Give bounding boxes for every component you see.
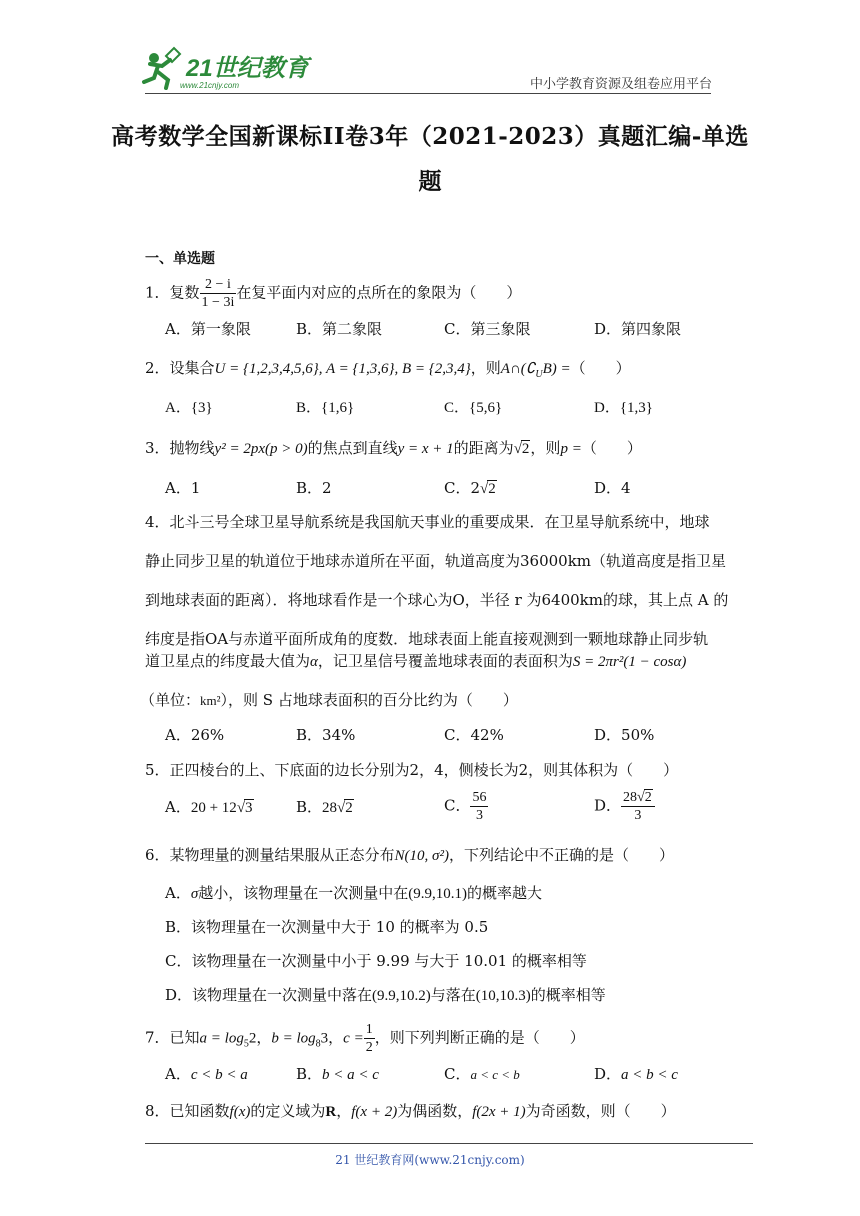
q6-dist: N(10, σ²) [394, 848, 449, 864]
q3-mid3: ，则 [530, 439, 561, 457]
q1-prefix: 1．复数 [145, 283, 200, 302]
q3-option-c: C．2√2 [444, 479, 496, 497]
q6-a-mid: 越小，该物理量在一次测量中在 [198, 884, 409, 902]
q3-post: （ ） [581, 439, 642, 457]
question-8 [145, 1101, 676, 1122]
q5-c-frac [470, 789, 488, 824]
q8-f1: f(x) [229, 1104, 251, 1120]
q4-line4: 纬度是指OA与赤道平面所成角的度数．地球表面上能直接观测到一颗地球静止同步轨 [145, 630, 709, 648]
q1-option-d: D．第四象限 [594, 320, 682, 338]
q4-alpha: α [310, 654, 318, 670]
q7-a-base: 5 [243, 1038, 249, 1050]
q3-option-c-sqrt: 2 [488, 481, 496, 497]
q4-line3: 到地球表面的距离）．将地球看作是一个球心为O，半径 r 为6400km的球，其上点 A 的 [145, 591, 729, 609]
q5-c-num: 56 [472, 790, 487, 805]
question-5: 5．正四棱台的上、下底面的边长分别为2，4，侧棱长为2，则其体积为（ ） [145, 761, 679, 779]
runner-logo-icon [140, 46, 315, 92]
q6-option-c: C．该物理量在一次测量中小于 9.99 与大于 10.01 的概率相等 [165, 952, 587, 970]
q4-l6-pre: （单位： [140, 691, 201, 709]
q3-prefix: 3．抛物线 [145, 439, 215, 457]
q4-unit: km² [200, 693, 221, 708]
q2-post: （ ） [570, 359, 631, 377]
q7-b-expr: b < a < c [322, 1067, 379, 1083]
q6-a-interval: (9.9,10.1) [408, 886, 468, 902]
q6-a-post: 的概率越大 [467, 884, 543, 902]
q2-expr: A∩(∁ [500, 361, 536, 377]
q1-option-c: C．第三象限 [444, 320, 531, 338]
q3-sqrt: 2 [521, 441, 530, 457]
question-3: 3．抛物线y² = 2px(p > 0)的焦点到直线y = x + 1的距离为√2，则p =（ ） [145, 439, 642, 457]
q6-d-pre: D．该物理量在一次测量中落在 [165, 986, 373, 1004]
q5-d-num-sqrt: 2 [644, 790, 652, 805]
q7-option-a [165, 1064, 248, 1085]
q7-c-num: 1 [365, 1022, 373, 1037]
q6-d-interval2: (10,10.3) [475, 988, 531, 1004]
q4-line2: 静止同步卫星的轨道位于地球赤道所在平面，轨道高度为36000km（轨道高度是指卫星 [145, 552, 727, 570]
question-1 [145, 276, 521, 311]
q8-f3: f(2x + 1) [472, 1104, 526, 1120]
q4-option-c: C．42% [444, 726, 504, 744]
q7-post: ，则下列判断正确的是（ ） [374, 1028, 585, 1047]
platform-name: 中小学教育资源及组卷应用平台 [530, 77, 713, 92]
page-title-line1: 高考数学全国新课标II卷3年（2021-2023）真题汇编-单选 [111, 123, 749, 150]
q7-c-label: C． [444, 1065, 471, 1083]
q5-a-label: A． [165, 798, 191, 816]
q5-b-label: B． [296, 798, 323, 816]
q5-c-label: C． [444, 796, 471, 815]
q3-option-c-label: C．2 [444, 479, 481, 497]
q2-mid: ，则 [470, 359, 501, 377]
q5-c-den: 3 [475, 808, 483, 823]
q5-option-b: B．28√2 [296, 798, 353, 816]
q2-sub: U [535, 369, 543, 380]
footer-divider [145, 1143, 753, 1144]
question-6 [145, 845, 674, 866]
footer-link[interactable]: 21 世纪教育网(www.21cnjy.com) [335, 1153, 525, 1167]
q6-a-label: A． [165, 884, 191, 902]
q8-mid2: 为偶函数， [397, 1102, 473, 1120]
q4-line6 [140, 690, 518, 711]
q6-option-a [165, 883, 542, 904]
q1-fraction [200, 276, 237, 311]
q1-option-a: A．第一象限 [165, 320, 251, 338]
question-7 [145, 1021, 585, 1056]
header-divider [145, 93, 711, 94]
q7-option-d [594, 1064, 678, 1085]
q2-option-a: A．{3} [165, 400, 213, 416]
q6-d-post: 的概率相等 [530, 986, 606, 1004]
q7-b-eq: b = log [271, 1030, 316, 1047]
q4-formula: S = 2πr²(1 − cosα) [572, 654, 687, 670]
q8-f2: f(x + 2) [351, 1104, 398, 1120]
q5-option-a: A．20 + 12√3 [165, 798, 253, 816]
q5-option-d [594, 789, 655, 824]
q4-option-b: B．34% [296, 726, 356, 744]
q7-c-frac [364, 1021, 375, 1056]
q3-line: y = x + 1 [397, 441, 454, 457]
question-2 [145, 358, 631, 385]
q3-p: p = [560, 441, 582, 457]
q6-option-b: B．该物理量在一次测量中大于 10 的概率为 0.5 [165, 918, 489, 936]
page-title-line2: 题 [418, 168, 442, 195]
q5-b-sqrt: 2 [345, 800, 353, 816]
q7-c-eq: c = [343, 1030, 364, 1047]
q2-sets: U = {1,2,3,4,5,6}, A = {1,3,6}, B = {2,3,4} [214, 361, 471, 377]
logo-text: 21世纪教育 [186, 55, 309, 82]
q4-l5-pre: 道卫星点的纬度最大值为 [145, 652, 311, 670]
q7-pre: 7．已知 [145, 1028, 200, 1047]
q7-sep1: ， [256, 1028, 272, 1047]
q7-sep2: ， [328, 1028, 344, 1047]
q8-R: R [325, 1104, 337, 1120]
q7-c-den: 2 [365, 1040, 373, 1055]
q5-a-expr: 20 + 12 [190, 800, 237, 816]
q7-a-arg: 2 [248, 1030, 257, 1047]
q4-l5-mid: ，记卫星信号覆盖地球表面的表面积为 [317, 652, 573, 670]
q3-option-b: B．2 [296, 479, 332, 497]
q3-mid2: 的距离为 [453, 439, 514, 457]
q6-d-mid: 与落在 [430, 986, 476, 1004]
q7-b-label: B． [296, 1065, 323, 1083]
q4-option-d: D．50% [594, 726, 655, 744]
site-logo [140, 46, 315, 92]
q7-a-expr: c < b < a [190, 1067, 248, 1083]
q7-d-label: D． [594, 1065, 622, 1083]
q2-prefix: 2．设集合 [145, 359, 215, 377]
q6-d-interval1: (9.9,10.2) [372, 988, 431, 1004]
q1-text: 在复平面内对应的点所在的象限为（ ） [236, 283, 522, 302]
logo-url: www.21cnjy.com [180, 81, 239, 90]
q7-d-expr: a < b < c [621, 1067, 678, 1083]
q8-post: 为奇函数，则（ ） [525, 1102, 676, 1120]
q5-d-num: 28 [623, 790, 638, 805]
q8-pre: 8．已知函数 [145, 1102, 230, 1120]
q2-expr-end: B) = [542, 361, 571, 377]
q6-post: ，下列结论中不正确的是（ ） [448, 846, 674, 864]
q2-option-d: D．{1,3} [594, 400, 653, 416]
q5-a-sqrt: 3 [245, 800, 253, 816]
q5-b-expr: 28 [322, 800, 338, 816]
q4-option-a: A．26% [165, 726, 225, 744]
section-heading: 一、单选题 [145, 251, 215, 267]
q5-d-label: D． [594, 796, 622, 815]
q3-option-a: A．1 [165, 479, 201, 497]
q7-a-eq: a = log [199, 1030, 244, 1047]
q4-line5 [145, 651, 686, 672]
q1-frac-den: 1 − 3i [201, 295, 235, 310]
q7-option-b [296, 1064, 379, 1085]
q7-a-label: A． [165, 1065, 191, 1083]
q6-a-sigma: σ [190, 886, 199, 902]
q7-b-arg: 3 [320, 1030, 329, 1047]
q8-mid1: 的定义域为 [250, 1102, 326, 1120]
q4-l6-post: ），则 S 占地球表面积的百分比约为（ ） [220, 691, 518, 709]
q3-mid1: 的焦点到直线 [307, 439, 398, 457]
q5-d-den: 3 [634, 808, 642, 823]
q2-option-c: C．{5,6} [444, 400, 503, 416]
q1-option-b: B．第二象限 [296, 320, 383, 338]
q7-option-c [444, 1064, 520, 1085]
q6-pre: 6．某物理量的测量结果服从正态分布 [145, 846, 395, 864]
q4-line1: 4．北斗三号全球卫星导航系统是我国航天事业的重要成果．在卫星导航系统中，地球 [145, 513, 710, 531]
q2-option-b: B．{1,6} [296, 400, 355, 416]
q5-option-c [444, 789, 488, 824]
q7-c-expr: a < c < b [470, 1067, 520, 1082]
q5-d-frac: $\frac{28√2}{3}$ [621, 789, 655, 824]
q3-parabola: y² = 2px(p > 0) [214, 441, 308, 457]
q8-sep: ， [336, 1102, 352, 1120]
q3-option-d: D．4 [594, 479, 631, 497]
q6-option-d [165, 985, 606, 1006]
q7-b-base: 8 [315, 1038, 321, 1050]
q1-frac-num: 2 − i [200, 276, 237, 294]
